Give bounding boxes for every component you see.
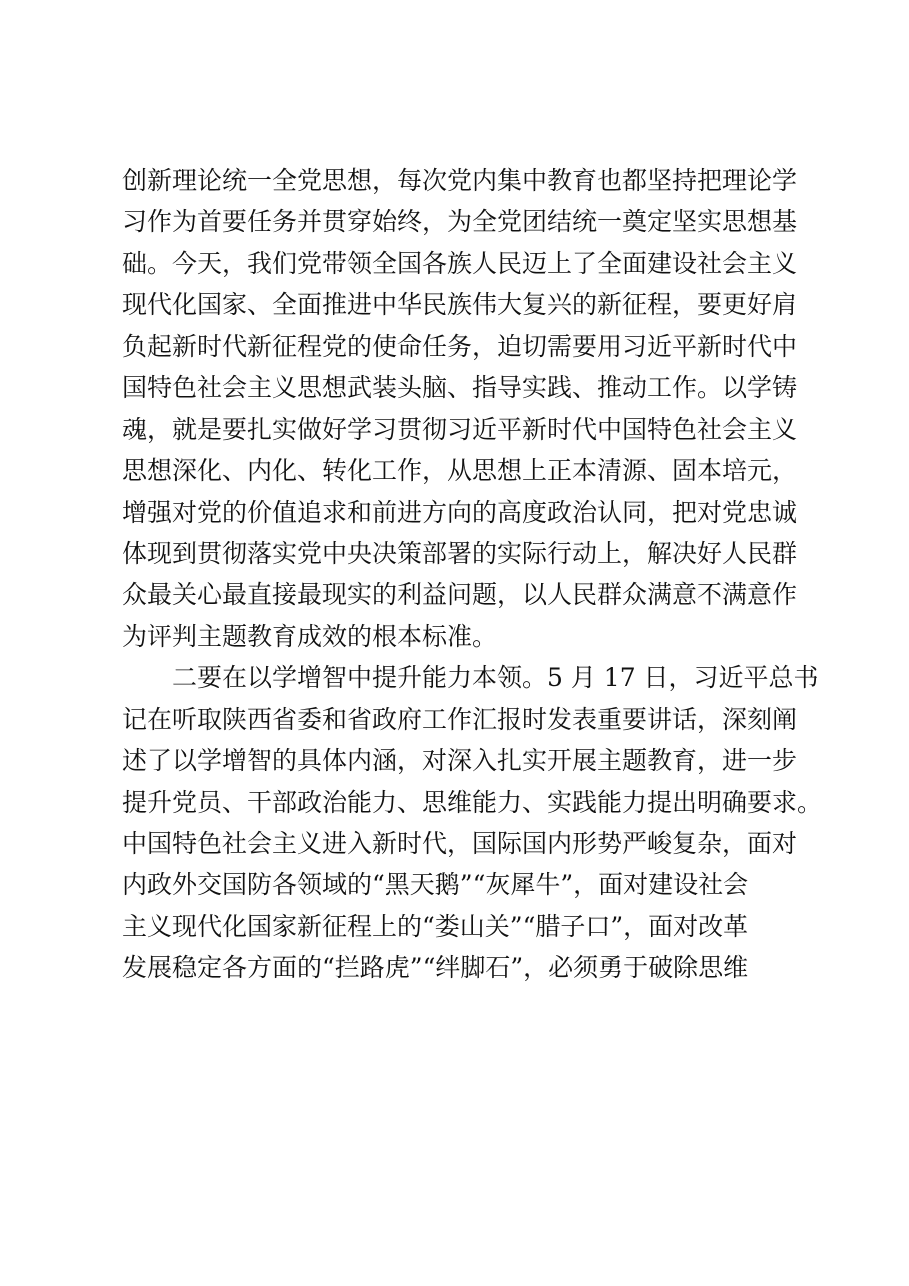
text-line: 增强对党的价值追求和前进方向的高度政治认同，把对党忠诚 xyxy=(122,497,798,527)
text-line: 负起新时代新征程党的使命任务，迫切需要用习近平新时代中 xyxy=(122,331,798,361)
text-line: 现代化国家、全面推进中华民族伟大复兴的新征程，要更好肩 xyxy=(122,290,798,320)
text-line: 思想深化、内化、转化工作，从思想上正本清源、固本培元， xyxy=(122,456,798,486)
text-line: 习作为首要任务并贯穿始终，为全党团结统一奠定坚实思想基 xyxy=(122,207,798,237)
document-body xyxy=(122,160,823,989)
text-line: 中国特色社会主义进入新时代，国际国内形势严峻复杂，面对 xyxy=(122,829,798,858)
text-line: 提升党员、干部政治能力、思维能力、实践能力提出明确要求。 xyxy=(122,787,823,817)
text-line: 础。今天，我们党带领全国各族人民迈上了全面建设社会主义 xyxy=(122,248,798,278)
text-line: 发展稳定各方面的“拦路虎”“绊脚石”，必须勇于破除思维 xyxy=(122,953,749,983)
text-line: 内政外交国防各领域的“黑天鹅”“灰犀牛”，面对建设社会 xyxy=(122,870,749,900)
text-line: 魂，就是要扎实做好学习贯彻习近平新时代中国特色社会主义 xyxy=(122,414,798,444)
text-line: 述了以学增智的具体内涵，对深入扎实开展主题教育，进一步 xyxy=(122,746,798,776)
text-line: 创新理论统一全党思想，每次党内集中教育也都坚持把理论学 xyxy=(122,166,798,195)
text-line: 为评判主题教育成效的根本标准。 xyxy=(122,621,498,651)
text-line: 主义现代化国家新征程上的“娄山关”“腊子口”，面对改革 xyxy=(122,911,749,941)
paragraph-1 xyxy=(122,160,802,657)
text-line: 体现到贯彻落实党中央决策部署的实际行动上，解决好人民群 xyxy=(122,538,798,568)
text-line: 众最关心最直接最现实的利益问题，以人民群众满意不满意作 xyxy=(122,580,798,610)
text-line: 二要在以学增智中提升能力本领。5 月 17 日，习近平总书 xyxy=(172,663,819,693)
text-line: 记在听取陕西省委和省政府工作汇报时发表重要讲话，深刻阐 xyxy=(122,704,798,734)
text-line: 国特色社会主义思想武装头脑、指导实践、推动工作。以学铸 xyxy=(122,373,798,403)
paragraph-2 xyxy=(122,657,823,989)
